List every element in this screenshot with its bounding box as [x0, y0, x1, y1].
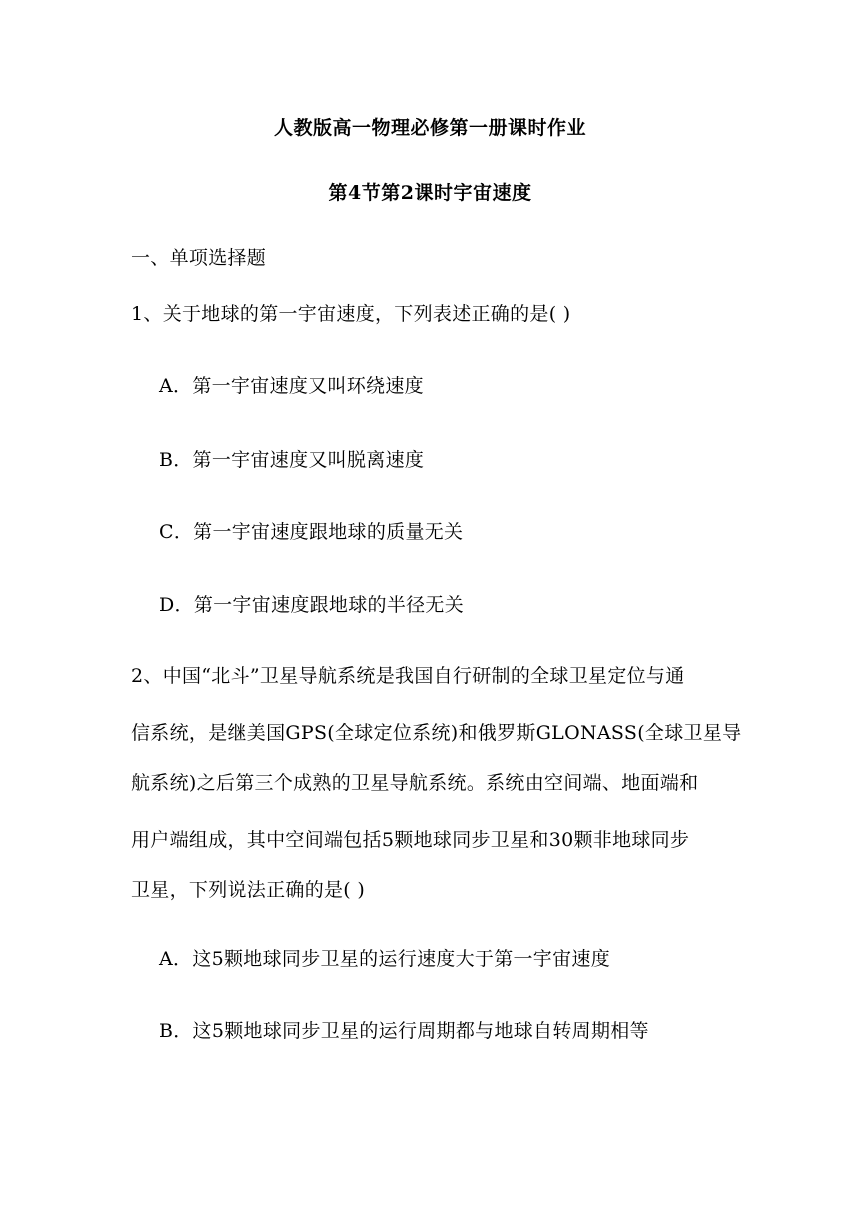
question-1-option-d: D．第一宇宙速度跟地球的半径无关	[159, 594, 465, 616]
question-1-stem: 1、关于地球的第一宇宙速度，下列表述正确的是( )	[131, 303, 571, 325]
question-2-stem-line: 信系统，是继美国GPS(全球定位系统)和俄罗斯GLONASS(全球卫星导	[131, 722, 742, 744]
question-2-option-a: A．这5颗地球同步卫星的运行速度大于第一宇宙速度	[159, 948, 611, 970]
question-2-option-b: B．这5颗地球同步卫星的运行周期都与地球自转周期相等	[159, 1020, 649, 1042]
question-2-stem-line: 卫星，下列说法正确的是( )	[131, 879, 366, 901]
question-2-stem-line: 航系统)之后第三个成熟的卫星导航系统。系统由空间端、地面端和	[131, 772, 699, 794]
question-1-option-b: B．第一宇宙速度又叫脱离速度	[159, 449, 425, 471]
lesson-subtitle: 第4节第2课时宇宙速度	[328, 182, 532, 204]
question-2-stem-line: 用户端组成，其中空间端包括5颗地球同步卫星和30颗非地球同步	[131, 829, 690, 851]
question-1-option-a: A．第一宇宙速度又叫环绕速度	[159, 375, 424, 397]
section-heading: 一、单项选择题	[131, 247, 267, 269]
document-title: 人教版高一物理必修第一册课时作业	[273, 117, 586, 139]
question-1-option-c: C．第一宇宙速度跟地球的质量无关	[159, 521, 464, 543]
question-2-stem-line: 2、中国“北斗”卫星导航系统是我国自行研制的全球卫星定位与通	[131, 665, 685, 687]
